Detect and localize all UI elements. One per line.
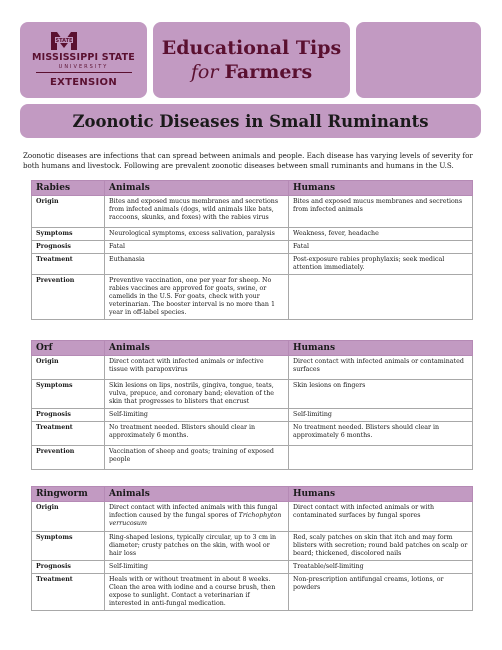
logo-divider xyxy=(36,72,132,73)
animals-cell-text: Direct contact with infected animals with this fungal infection caused by the fungal spores of xyxy=(109,504,278,519)
animals-cell: Skin lesions on lips, nostrils, gingiva, tongue, teats, vulva, prepuce, and coronary band; elevation of the skin that progresses to blisters that encrust xyxy=(105,380,289,409)
animals-cell: Bites and exposed mucus membranes and secretions from infected animals (dogs, wild animals like bats, raccoons, skunks, and foxes) with the rabies virus xyxy=(105,196,289,228)
disease-name: Ringworm xyxy=(32,487,105,502)
pathogen-name: Trichophyton verrucosum xyxy=(109,512,282,527)
row-label: Prevention xyxy=(32,275,105,320)
column-header-humans: Humans xyxy=(289,487,473,502)
table-row xyxy=(32,380,473,409)
humans-cell: Direct contact with infected animals or with contaminated surfaces by fungal spores xyxy=(289,502,473,532)
logo-name: MISSISSIPPI STATE xyxy=(32,52,135,63)
table-header-row xyxy=(32,181,473,196)
humans-cell: Direct contact with infected animals or contaminated surfaces xyxy=(289,356,473,380)
table-row xyxy=(32,275,473,320)
animals-cell: Self-limiting xyxy=(105,409,289,422)
animals-cell: Fatal xyxy=(105,241,289,254)
animals-cell: Euthanasia xyxy=(105,254,289,275)
humans-cell: Skin lesions on fingers xyxy=(289,380,473,409)
humans-cell: Non-prescription antifungal creams, lotions, or powders xyxy=(289,574,473,611)
row-label: Origin xyxy=(32,196,105,228)
animals-cell: Preventive vaccination, one per year for sheep. No rabies vaccines are approved for goats, swine, or camelids in the U.S. For goats, check with your veterinarian. The booster interval is no more than 1 year in off-label species. xyxy=(105,275,289,320)
table-row xyxy=(32,574,473,611)
row-label: Prognosis xyxy=(32,561,105,574)
row-label: Treatment xyxy=(32,574,105,611)
table-row xyxy=(32,422,473,446)
row-label: Treatment xyxy=(32,422,105,446)
rabies-table xyxy=(31,180,473,320)
humans-cell: Fatal xyxy=(289,241,473,254)
column-header-humans: Humans xyxy=(289,181,473,196)
title-farmers: Farmers xyxy=(224,61,313,83)
orf-table xyxy=(31,340,473,470)
table-row xyxy=(32,356,473,380)
humans-cell: Treatable/self-limiting xyxy=(289,561,473,574)
column-header-animals: Animals xyxy=(105,181,289,196)
intro-paragraph: Zoonotic diseases are infections that can spread between animals and people. Each disease has varying levels of severity for both humans and livestock. Following are prevalent zoonotic diseases between small ruminants and humans in the U.S. xyxy=(23,151,473,170)
column-header-animals: Animals xyxy=(105,487,289,502)
row-label: Origin xyxy=(32,502,105,532)
animals-cell: Ring-shaped lesions, typically circular, up to 3 cm in diameter; crusty patches on the skin, with wool or hair loss xyxy=(105,532,289,561)
animals-cell: Heals with or without treatment in about 8 weeks. Clean the area with iodine and a course brush, then expose to sunlight. Contact a veterinarian if interested in anti-fungal medication. xyxy=(105,574,289,611)
animals-cell: No treatment needed. Blisters should clear in approximately 6 months. xyxy=(105,422,289,446)
animals-cell xyxy=(105,502,289,532)
row-label: Prevention xyxy=(32,446,105,470)
row-label: Prognosis xyxy=(32,241,105,254)
university-seal-icon xyxy=(49,30,79,52)
title-line-2 xyxy=(191,60,312,84)
table-row xyxy=(32,228,473,241)
table-row xyxy=(32,532,473,561)
title-panel xyxy=(153,22,350,98)
humans-cell: Bites and exposed mucus membranes and secretions from infected animals xyxy=(289,196,473,228)
logo-extension: EXTENSION xyxy=(49,77,118,88)
animals-cell: Self-limiting xyxy=(105,561,289,574)
column-header-animals: Animals xyxy=(105,341,289,356)
table-row xyxy=(32,409,473,422)
table-row xyxy=(32,502,473,532)
page-title-banner xyxy=(20,104,481,138)
logo-university: UNIVERSITY xyxy=(58,64,109,70)
humans-cell: Weakness, fever, headache xyxy=(289,228,473,241)
ringworm-table xyxy=(31,486,473,611)
seal-text: STATE xyxy=(55,38,73,44)
page-title: Zoonotic Diseases in Small Ruminants xyxy=(72,111,429,131)
humans-cell: No treatment needed. Blisters should clear in approximately 6 months. xyxy=(289,422,473,446)
row-label: Symptoms xyxy=(32,532,105,561)
animals-cell: Direct contact with infected animals or infective tissue with parapoxvirus xyxy=(105,356,289,380)
disease-name: Rabies xyxy=(32,181,105,196)
table-header-row xyxy=(32,487,473,502)
table-row xyxy=(32,446,473,470)
title-for: for xyxy=(190,61,219,83)
humans-cell xyxy=(289,275,473,320)
table-row xyxy=(32,254,473,275)
humans-cell xyxy=(289,446,473,470)
humans-cell: Red, scaly patches on skin that itch and may form blisters with secretion; round bald patches on scalp or beard; thickened, discolored nails xyxy=(289,532,473,561)
animals-cell: Neurological symptoms, excess salivation, paralysis xyxy=(105,228,289,241)
animals-cell: Vaccination of sheep and goats; training of exposed people xyxy=(105,446,289,470)
row-label: Symptoms xyxy=(32,228,105,241)
row-label: Treatment xyxy=(32,254,105,275)
row-label: Prognosis xyxy=(32,409,105,422)
decorative-panel xyxy=(356,22,481,98)
disease-name: Orf xyxy=(32,341,105,356)
row-label: Symptoms xyxy=(32,380,105,409)
table-row xyxy=(32,241,473,254)
humans-cell: Post-exposure rabies prophylaxis; seek medical attention immediately. xyxy=(289,254,473,275)
table-header-row xyxy=(32,341,473,356)
humans-cell: Self-limiting xyxy=(289,409,473,422)
title-line-1: Educational Tips xyxy=(161,37,342,59)
table-row xyxy=(32,196,473,228)
column-header-humans: Humans xyxy=(289,341,473,356)
row-label: Origin xyxy=(32,356,105,380)
table-row xyxy=(32,561,473,574)
